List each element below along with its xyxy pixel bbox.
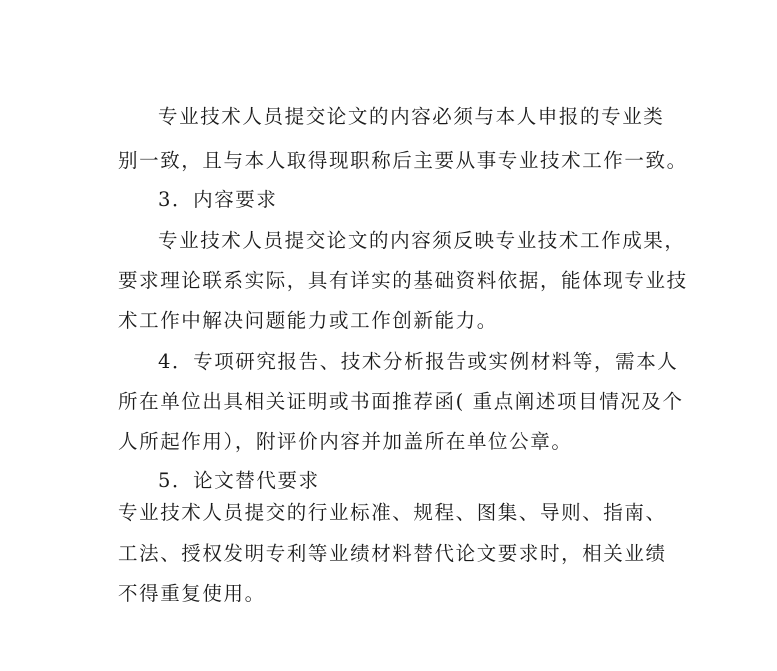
paragraph-line: 别一致，且与本人取得现职称后主要从事专业技术工作一致。	[118, 149, 688, 172]
paragraph-line: 专业技术人员提交的行业标准、规程、图集、导则、指南、	[118, 501, 667, 524]
paragraph-line: 专业技术人员提交论文的内容必须与本人申报的专业类	[158, 105, 665, 128]
paragraph-line: 不得重复使用。	[118, 582, 266, 605]
paragraph-line: 要求理论联系实际，具有详实的基础资料依据，能体现专业技	[118, 269, 688, 292]
paragraph-line: 专业技术人员提交论文的内容须反映专业技术工作成果，	[158, 229, 686, 252]
paragraph-line: 所在单位出具相关证明或书面推荐函( 重点阐述项目情况及个	[118, 390, 684, 413]
section-heading-paper-substitution: 5．论文替代要求	[158, 469, 320, 492]
section-heading-content-requirements: 3．内容要求	[158, 188, 278, 211]
paragraph-line: 人所起作用），附评价内容并加盖所在单位公章。	[118, 430, 573, 453]
paragraph-line: 4．专项研究报告、技术分析报告或实例材料等，需本人	[158, 350, 679, 373]
paragraph-line: 工法、授权发明专利等业绩材料替代论文要求时，相关业绩	[118, 542, 667, 565]
paragraph-line: 术工作中解决问题能力或工作创新能力。	[118, 309, 498, 332]
